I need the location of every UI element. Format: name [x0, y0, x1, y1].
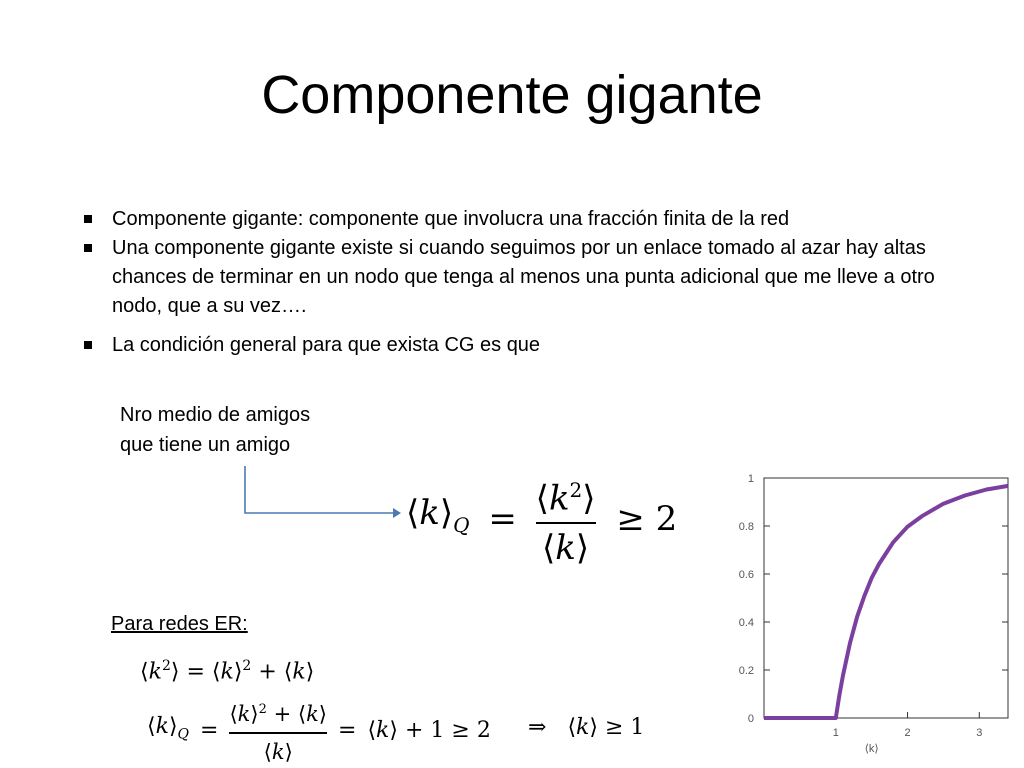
- subscript-q: Q: [453, 512, 470, 537]
- er-formula-kq: $⟨k⟩_Q$ = $\frac{⟨k⟩^2 + ⟨k⟩}{⟨k⟩}$ = ⟨k⟩ + 1 ≥ 2: [147, 696, 491, 766]
- x-axis-label: ⟨k⟩: [864, 743, 879, 755]
- series-line: [764, 486, 1008, 718]
- bullet-text: La condición general para que exista CG es que: [112, 334, 541, 356]
- angle-left: ⟨: [406, 493, 420, 533]
- slide-title: Componente gigante: [261, 65, 763, 125]
- x-tick-label: 2: [904, 727, 911, 739]
- implies-icon: ⇒: [528, 715, 547, 740]
- equals-sign: =: [488, 498, 517, 539]
- y-tick-label: 0.2: [738, 665, 754, 677]
- note-line: Nro medio de amigos: [120, 404, 311, 426]
- geq-two: ≥ 2: [616, 498, 678, 539]
- numerator: ⟨k⟩$^2$ + ⟨k⟩: [229, 702, 327, 726]
- giant-component-chart: [724, 462, 1016, 762]
- x-tick-label: 3: [976, 727, 983, 739]
- y-tick-label: 0.6: [738, 569, 754, 581]
- er-formula-second-moment: $⟨k^2⟩$ = ⟨k⟩$^2$ + ⟨k⟩: [140, 658, 315, 685]
- fraction: [536, 470, 596, 568]
- y-tick-label: 0.4: [738, 617, 754, 629]
- y-tick-label: 0: [747, 713, 754, 725]
- y-tick-label: 0.8: [738, 521, 754, 533]
- bullet-text: Componente gigante: componente que involucra una fracción finita de la red: [112, 208, 790, 230]
- numerator: $⟨k^2⟩$: [535, 478, 596, 519]
- y-tick-label: 1: [747, 473, 754, 485]
- main-condition-formula: [406, 470, 677, 568]
- bullet-text: Una componente gigante existe si cuando seguimos por un enlace tomado al azar hay altas chances de terminar en un nodo que tenga al menos una punta adicional que me lleve a otro nodo, que a su vez….: [112, 237, 935, 317]
- fraction-bar: [536, 522, 596, 524]
- fraction-bar: [229, 732, 327, 734]
- symbol-k: k: [419, 493, 440, 533]
- er-fraction: [229, 696, 327, 766]
- plot-frame: [764, 478, 1008, 718]
- x-tick-label: 1: [832, 727, 839, 739]
- denominator: ⟨k⟩: [542, 527, 590, 568]
- angle-right: ⟩: [439, 493, 454, 533]
- implication-formula: ⇒ ⟨k⟩ ≥ 1: [528, 715, 645, 740]
- er-section-label: Para redes ER:: [111, 613, 248, 635]
- denominator: ⟨k⟩: [263, 739, 293, 764]
- note-line: que tiene un amigo: [120, 434, 291, 456]
